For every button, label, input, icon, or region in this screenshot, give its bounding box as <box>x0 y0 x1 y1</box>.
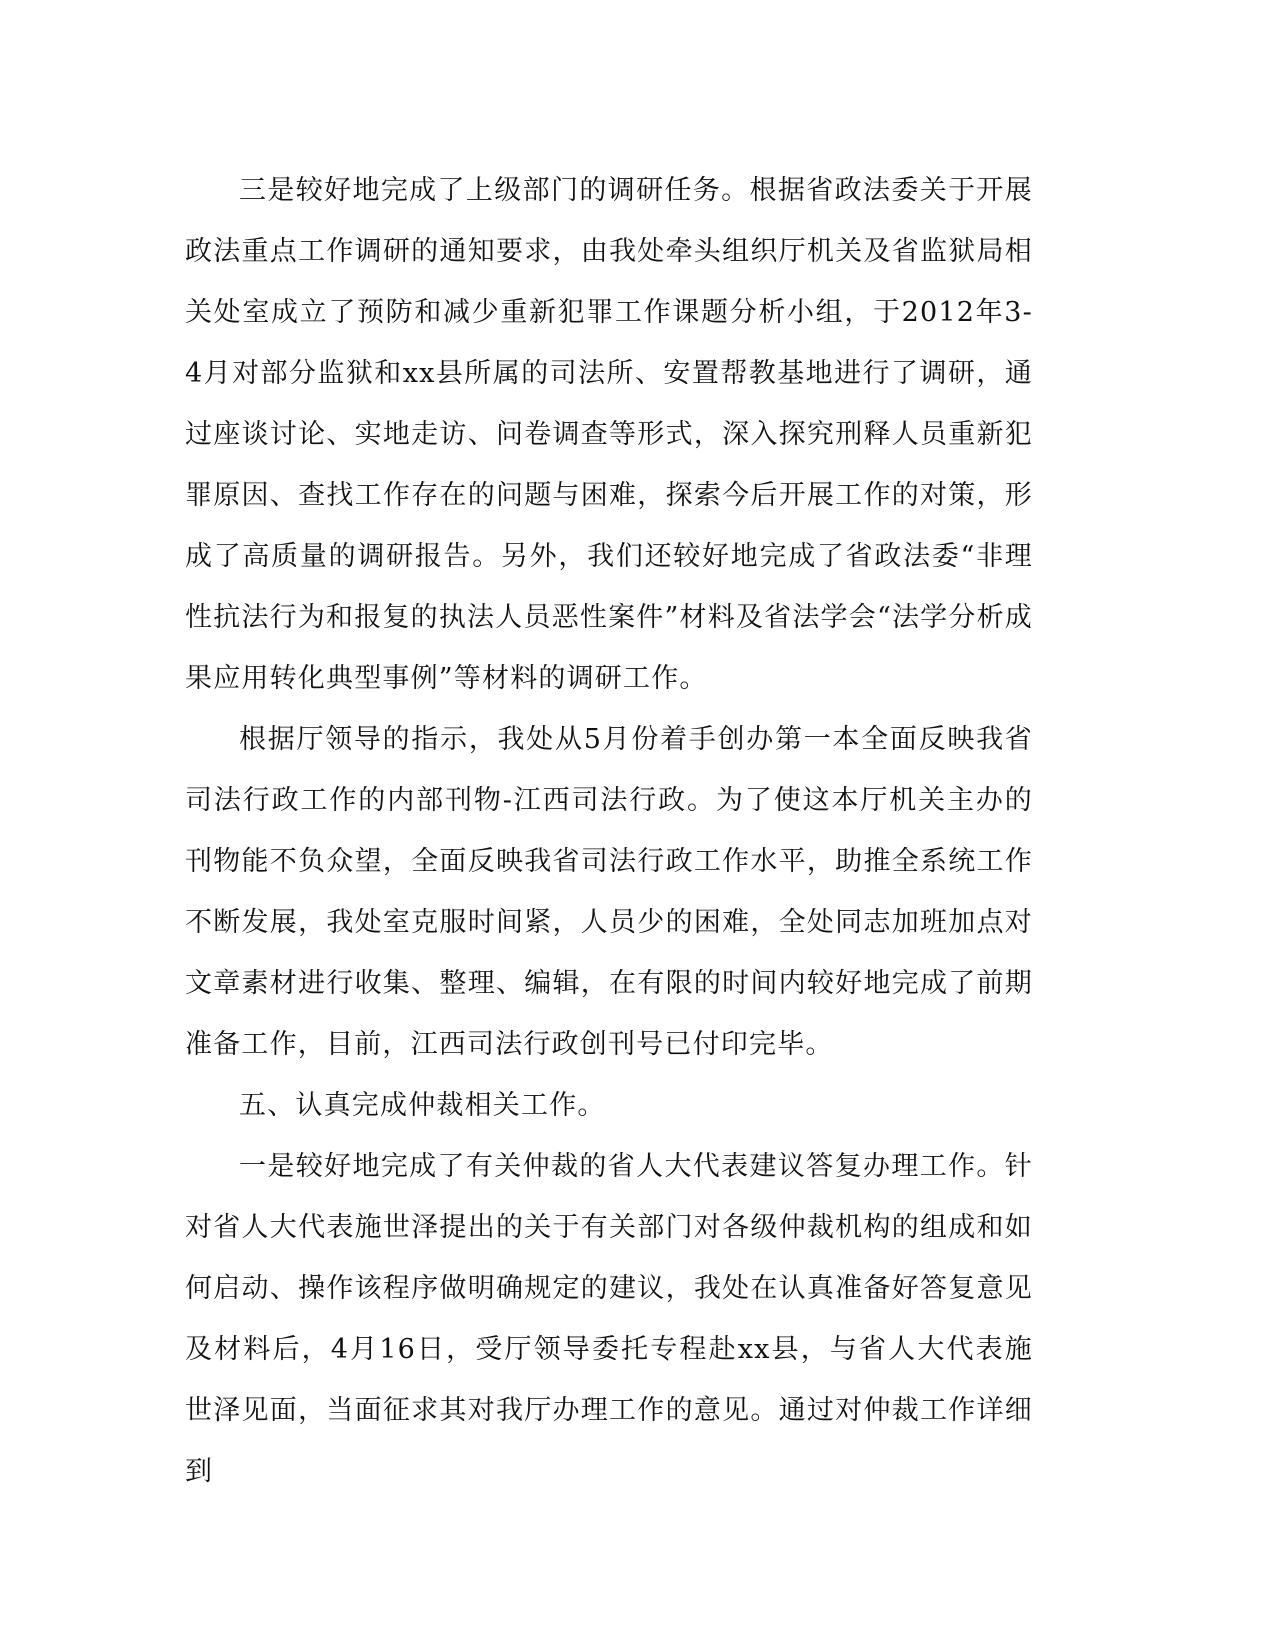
document-body <box>185 160 1033 1502</box>
paragraph-internal-journal: 根据厅领导的指示，我处从5月份着手创办第一本全面反映我省司法行政工作的内部刊物-江西司法行政。为了使这本厅机关主办的刊物能不负众望，全面反映我省司法行政工作水平，助推全系统工作不断发展，我处室克服时间紧，人员少的困难，全处同志加班加点对文章素材进行收集、整理、编辑，在有限的时间内较好地完成了前期准备工作，目前，江西司法行政创刊号已付印完毕。 <box>185 724 1033 1060</box>
paragraph-arbitration-proposal: 一是较好地完成了有关仲裁的省人大代表建议答复办理工作。针对省人大代表施世泽提出的关于有关部门对各级仲裁机构的组成和如何启动、操作该程序做明确规定的建议，我处在认真准备好答复意见及材料后，4月16日，受厅领导委托专程赴xx县，与省人大代表施世泽见面，当面征求其对我厅办理工作的意见。通过对仲裁工作详细到 <box>185 1151 1033 1487</box>
section-heading-arbitration: 五、认真完成仲裁相关工作。 <box>239 1090 606 1121</box>
paragraph-research-tasks: 三是较好地完成了上级部门的调研任务。根据省政法委关于开展政法重点工作调研的通知要求，由我处牵头组织厅机关及省监狱局相关处室成立了预防和减少重新犯罪工作课题分析小组，于2012年3-4月对部分监狱和xx县所属的司法所、安置帮教基地进行了调研，通过座谈讨论、实地走访、问卷调查等形式，深入探究刑释人员重新犯罪原因、查找工作存在的问题与困难，探索今后开展工作的对策，形成了高质量的调研报告。另外，我们还较好地完成了省政法委“非理性抗法行为和报复的执法人员恶性案件”材料及省法学会“法学分析成果应用转化典型事例”等材料的调研工作。 <box>185 175 1033 694</box>
